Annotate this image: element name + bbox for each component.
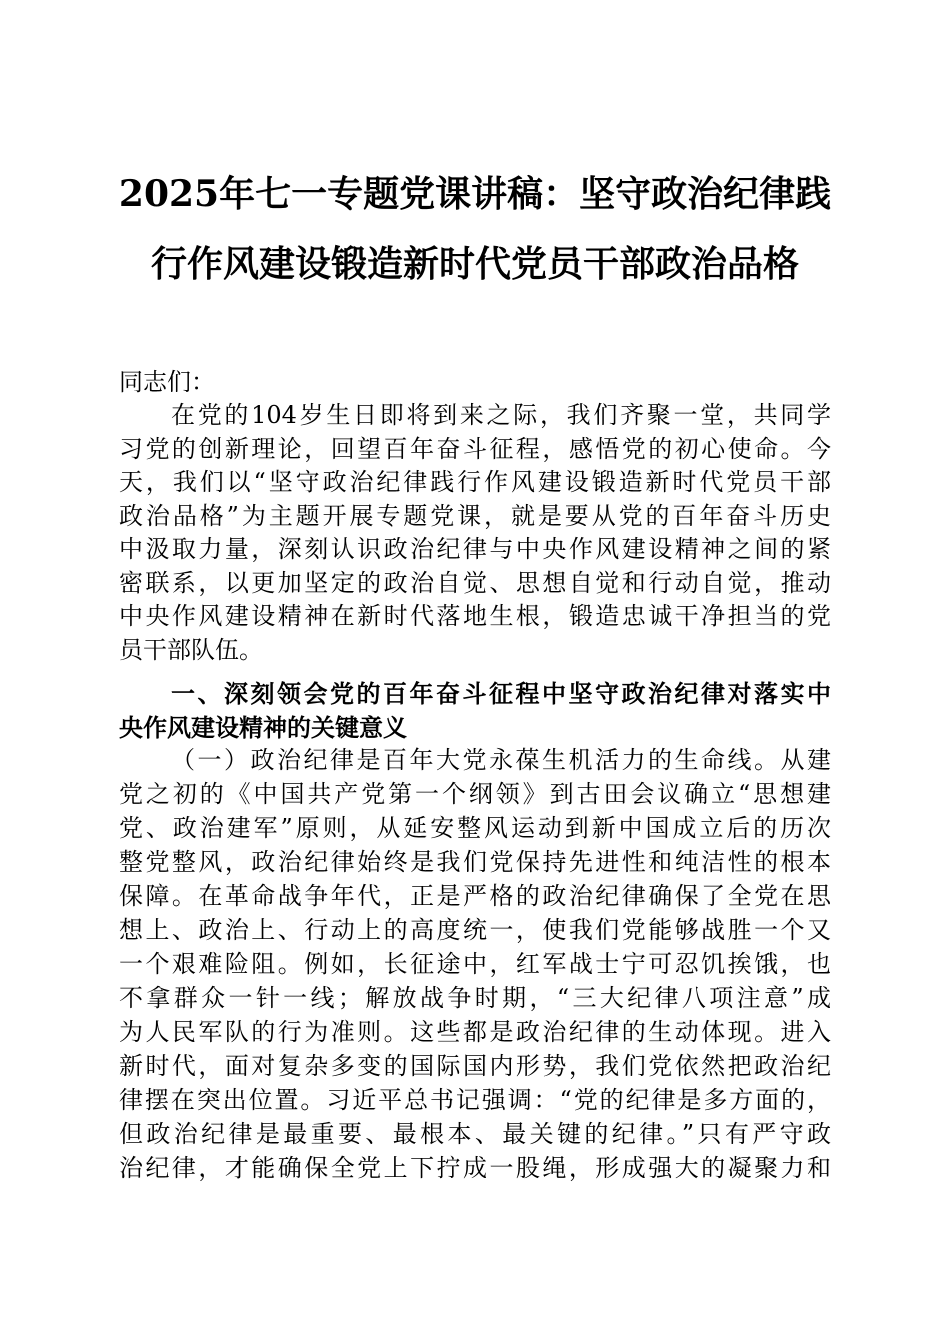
intro-line-3: 天，我们以“坚守政治纪律践行作风建设锻造新时代党员干部 <box>119 468 831 496</box>
subsection-line-5: 保障。在革命战争年代，正是严格的政治纪律确保了全党在思 <box>119 882 831 910</box>
subsection-line-9: 为人民军队的行为准则。这些都是政治纪律的生动体现。进入 <box>119 1018 831 1046</box>
subsection-line-10: 新时代，面对复杂多变的国际国内形势，我们党依然把政治纪 <box>119 1052 831 1080</box>
intro-line-5: 中汲取力量，深刻认识政治纪律与中央作风建设精神之间的紧 <box>119 535 831 563</box>
subsection-line-13: 治纪律，才能确保全党上下拧成一股绳，形成强大的凝聚力和 <box>119 1154 831 1182</box>
document-title-line-1: 2025年七一专题党课讲稿：坚守政治纪律践 <box>118 173 832 215</box>
intro-line-8: 员干部队伍。 <box>119 636 263 664</box>
intro-line-6: 密联系，以更加坚定的政治自觉、思想自觉和行动自觉，推动 <box>119 569 831 597</box>
subsection-line-3: 党、政治建军”原则，从延安整风运动到新中国成立后的历次 <box>119 814 831 842</box>
salutation: 同志们： <box>119 368 215 396</box>
section-heading-line-2: 央作风建设精神的关键意义 <box>119 713 407 742</box>
subsection-line-8: 不拿群众一针一线；解放战争时期，“三大纪律八项注意”成 <box>119 984 831 1012</box>
intro-line-1: 在党的104岁生日即将到来之际，我们齐聚一堂，共同学 <box>171 401 831 429</box>
subsection-line-6: 想上、政治上、行动上的高度统一，使我们党能够战胜一个又 <box>119 916 831 944</box>
subsection-line-11: 律摆在突出位置。习近平总书记强调：“党的纪律是多方面的， <box>119 1086 831 1114</box>
intro-line-2: 习党的创新理论，回望百年奋斗征程，感悟党的初心使命。今 <box>119 435 831 463</box>
intro-line-7: 中央作风建设精神在新时代落地生根，锻造忠诚干净担当的党 <box>119 602 831 630</box>
subsection-line-4: 整党整风，政治纪律始终是我们党保持先进性和纯洁性的根本 <box>119 848 831 876</box>
subsection-line-7: 一个艰难险阻。例如，长征途中，红军战士宁可忍饥挨饿，也 <box>119 950 831 978</box>
subsection-line-12: 但政治纪律是最重要、最根本、最关键的纪律。”只有严守政 <box>119 1120 831 1148</box>
document-title-line-2: 行作风建设锻造新时代党员干部政治品格 <box>150 243 799 285</box>
section-heading-line-1: 一、深刻领会党的百年奋斗征程中坚守政治纪律对落实中 <box>171 679 831 708</box>
intro-line-4: 政治品格”为主题开展专题党课，就是要从党的百年奋斗历史 <box>119 502 831 530</box>
subsection-line-1: （一）政治纪律是百年大党永葆生机活力的生命线。从建 <box>171 746 831 774</box>
subsection-line-2: 党之初的《中国共产党第一个纲领》到古田会议确立“思想建 <box>119 780 831 808</box>
